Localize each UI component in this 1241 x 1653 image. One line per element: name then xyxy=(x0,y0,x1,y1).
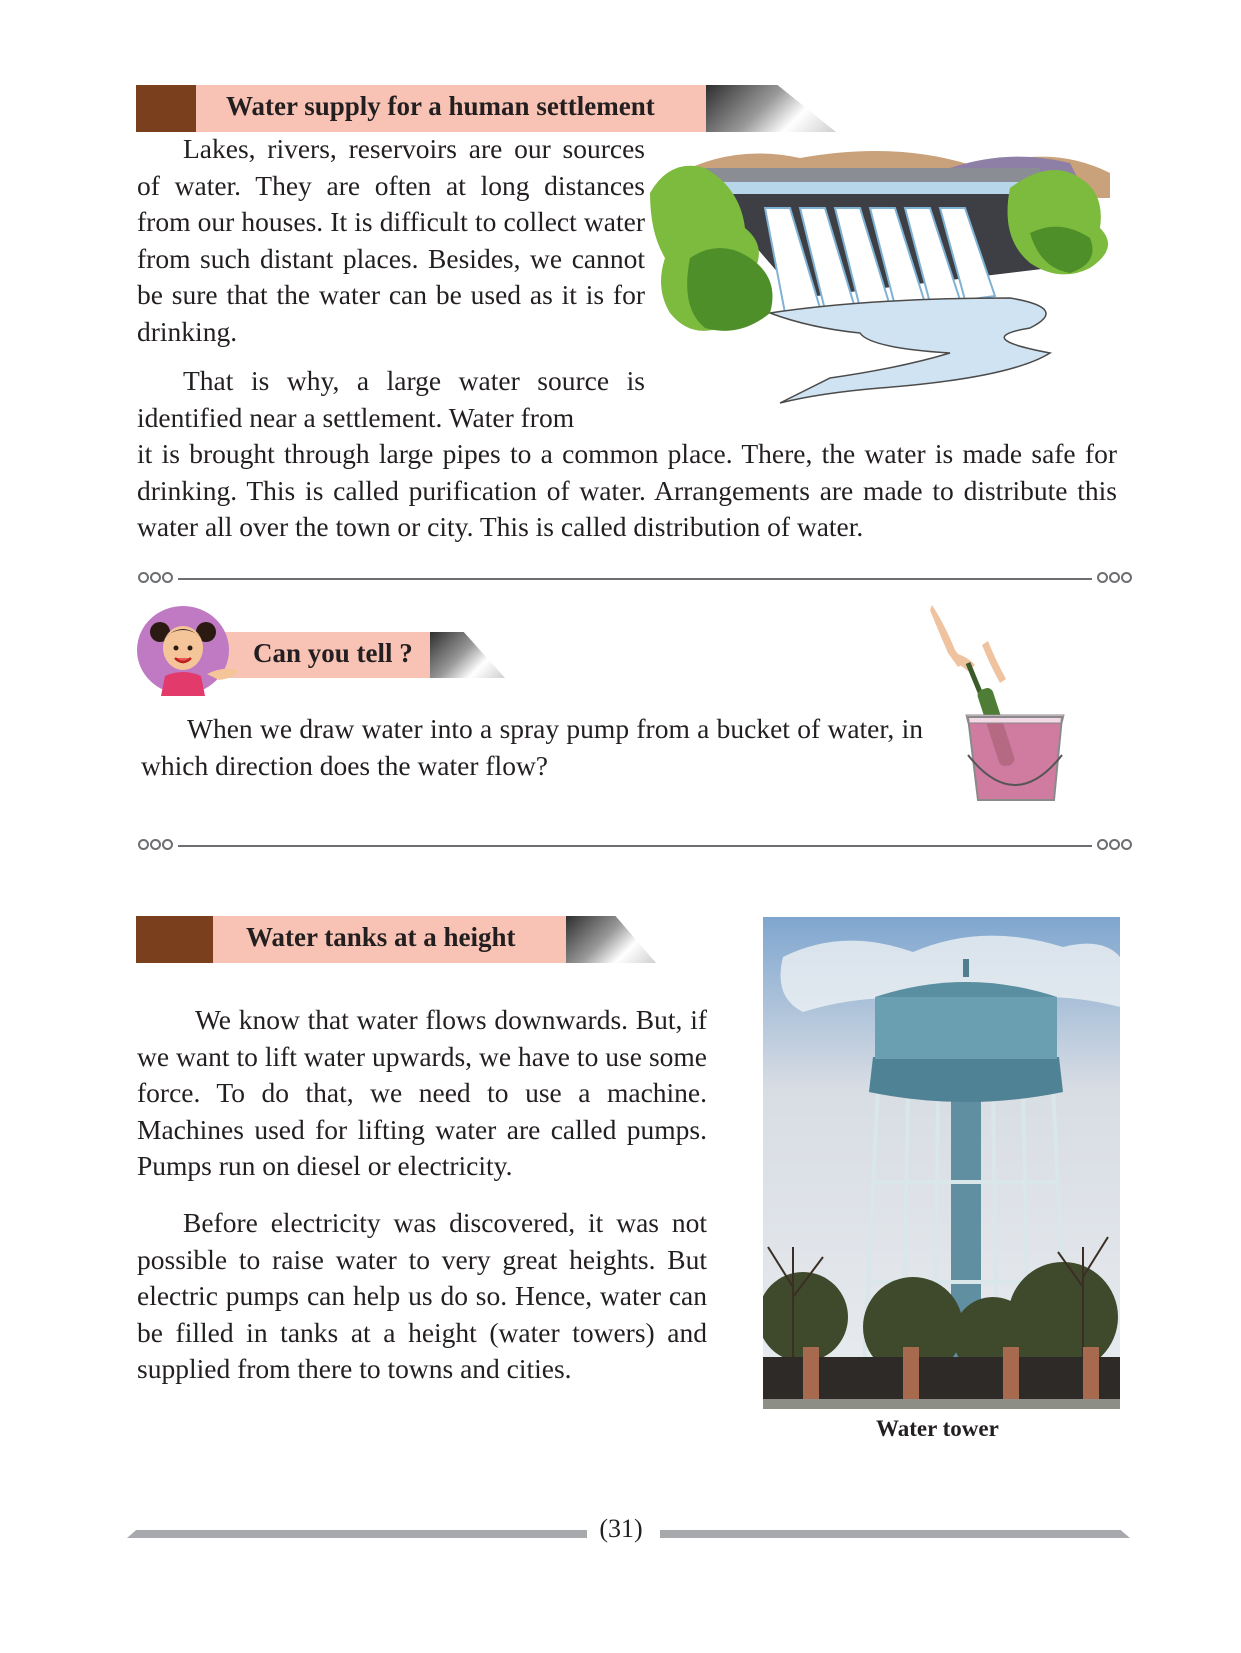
header-color-block xyxy=(136,916,213,963)
separator-line xyxy=(178,578,1092,580)
separator-dots-right xyxy=(1097,839,1132,850)
section-title: Water supply for a human settlement xyxy=(226,91,655,121)
separator-dots-left xyxy=(138,572,173,583)
spray-pump-bucket-illustration xyxy=(930,605,1070,810)
section1-paragraph-1 xyxy=(137,131,645,350)
photo-caption: Water tower xyxy=(876,1416,999,1441)
header-tab-decoration xyxy=(706,85,836,132)
section1-paragraph-2-top-text: That is why, a large water source is identified near a settlement. Water from xyxy=(137,365,645,433)
section1-paragraph-2-top xyxy=(137,363,645,436)
separator-dots-right xyxy=(1097,572,1132,583)
water-tower-photo xyxy=(763,917,1120,1409)
can-you-tell-tab xyxy=(430,632,505,678)
separator-2 xyxy=(138,839,1132,853)
header-tab-decoration xyxy=(566,916,656,963)
separator-line xyxy=(178,845,1092,847)
girl-character-icon xyxy=(135,604,245,696)
footer-bar-left xyxy=(127,1530,587,1538)
section2-paragraph-2 xyxy=(137,1205,707,1388)
section-header-water-supply xyxy=(136,85,836,132)
section1-paragraph-2-bottom: it is brought through large pipes to a common place. There, the water is made safe for drinking. This is called purification of water. Arrangements are made to distribute this water all over the town or city. This is called distribution of water. xyxy=(137,438,1117,542)
dam-illustration xyxy=(650,138,1120,410)
section2-paragraph-2-text: Before electricity was discovered, it was not possible to raise water to very great heights. But electric pumps can help us do so. Hence, water can be filled in tanks at a height (water towers) and supplied from there to towns and cities. xyxy=(137,1207,707,1384)
can-you-tell-question-text: When we draw water into a spray pump from a bucket of water, in which direction does the water flow? xyxy=(141,713,923,781)
separator-1 xyxy=(138,572,1132,586)
can-you-tell-title: Can you tell ? xyxy=(253,638,413,668)
header-color-block xyxy=(136,85,196,132)
section-title: Water tanks at a height xyxy=(246,922,516,952)
section1-paragraph-1-text: Lakes, rivers, reservoirs are our sources of water. They are often at long distances from our houses. It is difficult to collect water from such distant places. Besides, we cannot be sure that the water can be used as it is for drinking. xyxy=(137,133,645,347)
footer-bar-right xyxy=(660,1530,1130,1538)
can-you-tell-question xyxy=(141,711,923,784)
section2-paragraph-1-text: We know that water flows downwards. But, if we want to lift water upwards, we have to use some force. To do that, we need to use a machine. Machines used for lifting water are called pumps. Pumps run on diesel or electricity. xyxy=(137,1004,707,1181)
section2-paragraph-1 xyxy=(137,1002,707,1185)
page-number: (31) xyxy=(599,1514,643,1543)
separator-dots-left xyxy=(138,839,173,850)
section-header-water-tanks xyxy=(136,916,656,963)
